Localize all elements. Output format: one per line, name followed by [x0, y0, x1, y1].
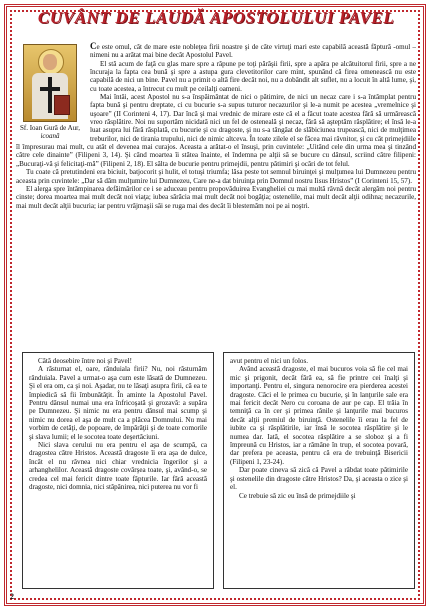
icon-figure: [16, 42, 84, 140]
left-text-box: [22, 352, 214, 589]
icon-caption: Sf. Ioan Gură de Aur, icoană: [20, 124, 80, 140]
paragraph: El alerga spre întâmpinarea defăimărilor ce i se aduceau pentru propovăduirea Evangheliei cu mai multă râvnă decât alergăm noi pentru cinste; dorea moartea mai mult decât noi viaţa; iubea sărăcia mai mult decât noi bogăţia; ostenelile, mai mult decât alţii odihna; necazurile, mai mult decât alţii bucuria; iar pentru vrăjmaşii săi se ruga mai des decât îi blestemăm noi pe ai noştri.: [16, 184, 416, 210]
saint-icon-image: [23, 44, 77, 122]
paragraph: Ce este omul, cât de mare este nobleţea firii noastre şi de câte virtuţi mari este capabilă această făptură -omul – nimeni nu a arătat mai bine decât Apostolul Pavel.: [90, 42, 416, 60]
paragraph: Nici slava cerului nu era pentru el aşa de scumpă, ca dragostea către Hristos. Această dragoste îi era aşa de dulce, încât el nu râvnea nici chiar vrednicia îngerilor şi a arhanghelilor. Această dragoste covârşea toate, şi, având-o, se credea cel mai fericit dintre toate făpturile. Iar fără această dragoste, nici domnia, nici stăpânirea, nici puterea nu vor fi: [29, 441, 207, 492]
right-text-box: [223, 352, 415, 589]
paragraph: Câtă deosebire între noi şi Pavel!: [38, 357, 132, 365]
paragraph: El stă acum de faţă cu glas mare spre a răpune pe toţi părăşii firii, spre a apăra pe alcătuitorul firii, spre a ne încuraja la fapta cea bună şi spre a astupa gura clevetitorilor care mint, spunând că firea omenească nu este capabilă de nici un bine. Pavel nu a primit o altă fire decât noi, nu a dobândit alt suflet, nu a locuit în altă lume, şi, cu toate acestea, a întrecut cu mult pe ceilalţi oameni.: [90, 59, 416, 93]
paragraph: avut pentru el nici un folos.: [230, 357, 309, 365]
drop-letter: C: [90, 42, 97, 51]
page-number: 2: [10, 592, 14, 601]
paragraph: A răsturnat el, oare, rânduiala firii? Nu, noi răsturnăm rânduiala. Pavel a urmat-o aşa cum este lăsată de Dumnezeu. Şi el era om, ca şi noi. Aşadar, nu te lăsaţi asupra firii, că ea te împiedică să fii îmbunătăţit. În aminte la Apostolul Pavel. Pentru dânsul numai una era înfricoşată şi grozavă: a supăra pe Dumnezeu. Şi nimic nu era pentru dânsul mai scump şi nimic nu dorea el aşa de mult ca a plăcea Domnului. Nu mai vorbim de cetăţi, de popoare, de împărăţii şi de toate comorile şi slava lumii; el le socotea toate deşertăciuni.: [29, 365, 207, 441]
upper-text: [16, 42, 416, 342]
paragraph: Având această dragoste, el mai bucuros voia să fie cel mai mic şi prigonit, decât fără ea, să fie printre cei înalţi şi importanţi. Pentru el, singura nenorocire era pierderea acestei dragoste. Căci el le primea cu bucurie, şi în lanţurile sale era mai fericit decât Nero cu coroana de aur pe cap. El trăia în temniţă ca în cer şi primea rănile şi lanţurile mai bucuros decât alţii premiul de biruinţă. Ostenelile îi erau la fel de iubite ca şi răsplătirile, iar însă le socotea răsplătire şi le numea dar. Iată, el socotea răsplătire a se sloboz şi a fi împreună cu Hristos, iar a rămâne în trup, el socotea povară, dar prefera pe aceasta, pentru că era de trebuinţă Bisericii (Filipeni 1, 23-24).: [230, 365, 408, 466]
paragraph: Dar poate cineva să zică că Pavel a răbdat toate pătimirile şi ostenelile din dragoste către Hristos? Da, şi aceasta o zice şi el.: [230, 466, 408, 492]
paragraph: Tu coate că pretutindeni era biciuit, batjocorit şi hulit, el totuşi triumfa; lăsa peste tot semnul biruinţei şi mulţumea lui Dumnezeu pentru aceasta prin cuvintele: „Dar să dăm mulţumire lui Dumnezeu, Care ne-a dat biruinţa prin Domnul nostru Iisus Hristos” (I Corinteni 15, 57).: [16, 168, 416, 185]
paragraph: Mai întâi, acest Apostol nu s-a înspăimântat de nici o pătimire, de nici un necaz care i s-a întâmplat pentru fapta bună şi pentru dreptate, ci cu bucurie s-a supus tuturor necazurilor şi le-a numit pe acestea „vremelnice şi uşoare” (II Corinteni 4, 17). Dar încă şi mai vrednic de mirare este că el a făcut toate acestea fără să urmărească vreo răsplătire. Noi nu suportăm nicidată nici un fel de osteneală şi necaz, fără să aşteptăm răsplătire; el însă le-a luat asupra lui fără răsplată, cu bucurie şi cu dragoste, şi nu s-a tângâat de slăbiciunea trupească, nici de mulţimea treburilor, nici de tirania trupului, nici de nimic altceva. În toate zilele el se făcea mai râvnitor, şi cu cât primejdiile îl împresurau mai mult, cu atât el devenea mai curajos. Aceasta a arătat-o el însuşi, prin cuvintele: „Uitând cele din urma mea şi tinzând către cele dinainte” (Filipeni 3, 14). Şi când moartea îi stătea înainte, el îndemna pe alţii să se bucure cu dânsul, scriind către filipeni: „Bucuraţi-vă şi felicitaţi-mă” (Filipeni 2, 18). El sălta de bucurie pentru primejdii, pentru pătimiri şi ocări de tot felul.: [16, 93, 416, 168]
paragraph: Ce trebuie să zic eu însă de primejdiile şi: [239, 491, 356, 500]
page-title: CUVÂNT DE LAUDĂ APOSTOLULUI PAVEL: [37, 8, 395, 27]
